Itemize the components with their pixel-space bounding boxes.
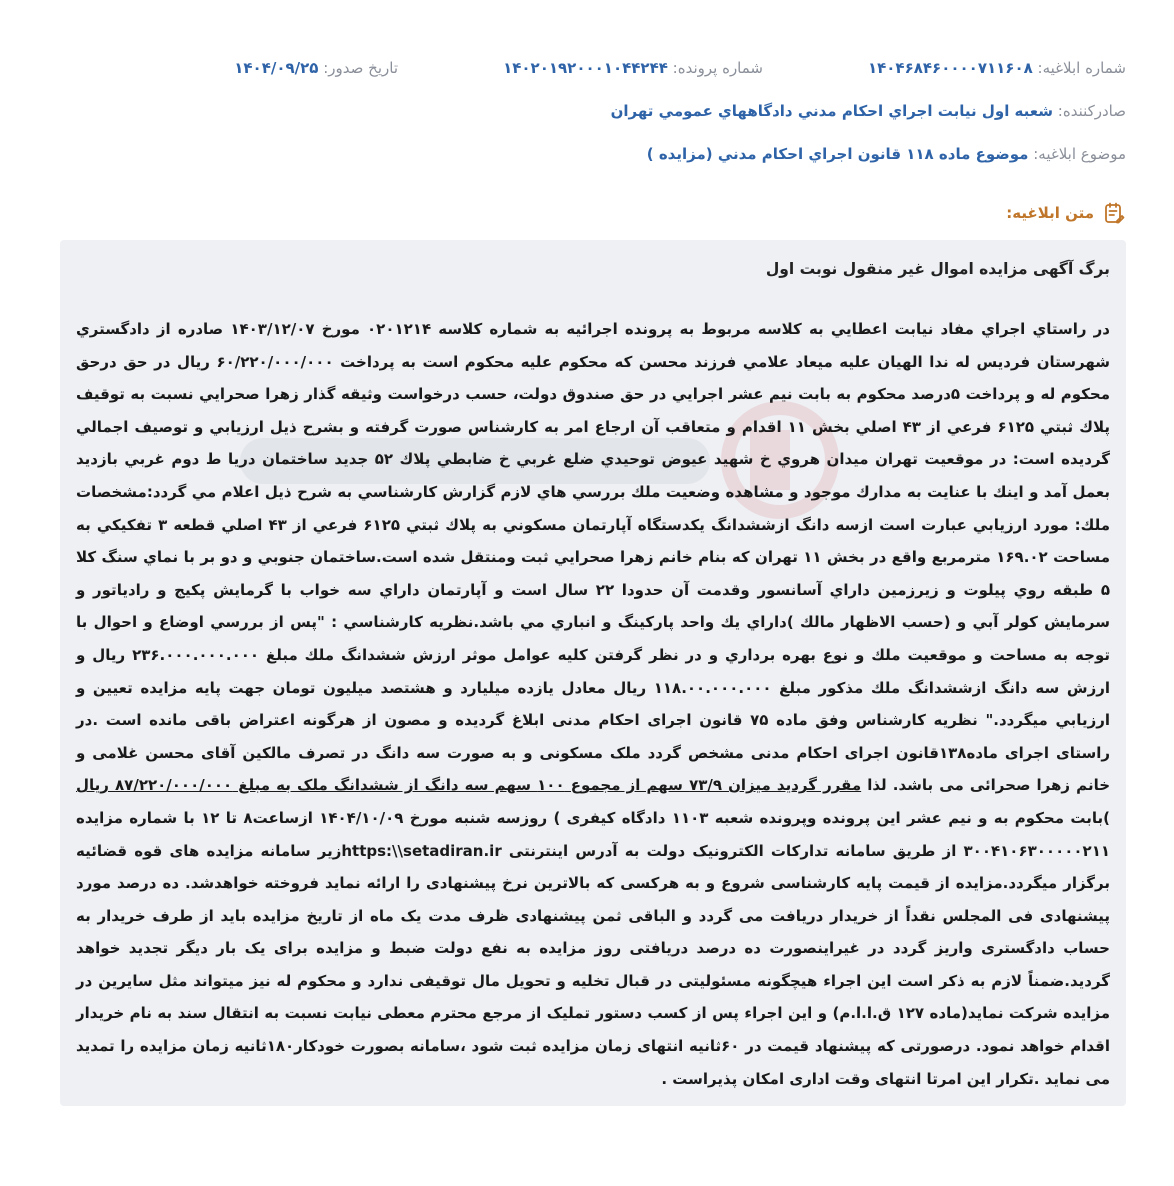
issuer-label: صادرکننده: xyxy=(1057,102,1126,120)
notice-body-underlined: مقرر گرديد ميزان ۷۳/۹ سهم از مجموع ۱۰۰ سهم سه دانگ از ششدانگ ملک به مبلغ ۸۷/۲۲۰/۰۰۰/۰۰۰ ريال xyxy=(76,776,862,795)
issuer-row xyxy=(60,99,1126,123)
notice-body-part-2: )بابت محکوم به و نيم عشر اين پرونده وپرونده شعبه ۱۱۰۳ دادگاه کيفری ) روزسه شنبه مورخ ۱۴۰۴/۱۰/۰۹ ازساعت۸ تا ۱۲ با شماره مزايده ۳۰۰۴۱۰۶۳۰۰۰۰۰۲۱۱ از طريق سامانه تدارکات الکترونيک دولت به آدرس اينترنتی https:\\setadiran.irزير سامانه مزايده های قوه قضائيه برگزار ميگردد.مزايده از قيمت پايه کارشناسی شروع و به هرکسی که بالاترين نرخ پيشنهادی را ارائه نمايد فروخته خواهدشد. ده درصد مورد پيشنهادی فی المجلس نقداً از خريدار دريافت می گردد و الباقی ثمن پيشنهادی ظرف مدت يک ماه از تاريخ مزايده بايد از طرف خريدار به حساب دادگستری واريز گردد در غيراينصورت ده درصد دريافتی روز مزايده به نفع دولت ضبط و مزايده برای يک بار ديگر تجديد خواهد گرديد.ضمناً لازم به ذکر است اين اجراء هيچگونه مسئوليتی در قبال تخليه و تحويل مال توقيفی ندارد و محکوم له نيز ميتواند مثل سايرين در مزايده شرکت نمايد(ماده ۱۲۷ ق.ا.ا.م) و اين اجراء پس از کسب دستور تمليک از مرجع محترم معطی نيابت نسبت به انتقال سند به نام خريدار اقدام خواهد نمود. درصورتی که پيشنهاد قيمت در ۶۰ثانيه انتهای زمان مزايده ثبت شود ،سامانه بصورت خودکار۱۸۰ثانيه زمان مزايده را تمديد می نمايد .تکرار اين امرتا انتهای وقت اداری امکان پذيراست . xyxy=(76,808,1110,1088)
issuer-value: شعبه اول نيابت اجراي احكام مدني دادگاههاي عمومي تهران xyxy=(610,102,1053,120)
notice-body-box xyxy=(60,240,1126,1106)
issue-date xyxy=(234,56,398,80)
notice-body-part-1: در راستاي اجراي مفاد نيابت اعطايي به كلاسه مربوط به پرونده اجرائيه به شماره كلاسه ۰۲۰۱۲۱۴ مورخ ۱۴۰۳/۱۲/۰۷ صادره از دادگستري شهرستان فرديس له ندا الهيان عليه ميعاد علامي فرزند محسن كه محكوم عليه محكوم است به پرداخت ۶۰/۲۲۰/۰۰۰/۰۰۰ ريال در حق درحق محكوم له و پرداخت ۵درصد محكوم به بابت نيم عشر اجرايي در حق صندوق دولت، حسب درخواست وثيقه گذار زهرا صحرايي نسبت به توقيف پلاك ثبتي ۶۱۲۵ فرعي از ۴۳ اصلي بخش ۱۱ اقدام و متعاقب آن ارجاع امر به كارشناس صورت گرفته و بشرح ذيل ارزيابي و توصيف اجمالي گرديده است: در موقعيت تهران ميدان هروي خ شهيد عيوض توحيدي ضلع غربي خ ضابطي پلاك ۵۲ جديد ساختمان دريا ط دوم غربي بازديد بعمل آمد و اينك با عنايت به مدارك موجود و مشاهده وضعيت ملك بررسي هاي لازم گزارش كارشناسي به شرح ذيل اعلام مي گردد:مشخصات ملك: مورد ارزيابي عبارت است ازسه دانگ ازششدانگ يكدستگاه آپارتمان مسكوني به پلاك ثبتي ۶۱۲۵ فرعي از ۴۳ اصلي قطعه ۳ تفكيكي به مساحت ۱۶۹.۰۲ مترمربع واقع در بخش ۱۱ تهران كه بنام خانم زهرا صحرايي ثبت ومنتقل شده است.ساختمان جنوبي و دو بر با نماي سنگ كلا ۵ طبقه روي پيلوت و زيرزمين داراي آسانسور وقدمت آن حدودا ۲۲ سال است و آپارتمان داراي سه خواب با گرمايش پكيج و رادياتور و سرمايش كولر آبي و (حسب الاظهار مالك )داراي يك واحد پاركينگ و انباري مي باشد.نظريه كارشناسي : "پس از بررسي اوضاع و احوال با توجه به مساحت و موقعيت ملك و نوع بهره برداري و در نظر گرفتن كليه عوامل موثر ارزش ششدانگ ملك مبلغ ۲۳۶.۰۰۰.۰۰۰.۰۰۰ ريال و ارزش سه دانگ ازششدانگ ملك مذكور مبلغ ۱۱۸.۰۰.۰۰۰.۰۰۰ ريال معادل يازده ميليارد و هشتصد ميليون تومان جهت پايه مزايده تعيين و ارزيابي ميگردد." نظريه كارشناس وفق ماده ۷۵ قانون اجرای احکام مدنی ابلاغ گرديده و مصون از هرگونه اعتراض باقی مانده است .در راستای اجرای ماده۱۳۸قانون اجرای احکام مدنی مشخص گردد ملک مسکونی و به صورت سه دانگ در تصرف مالکین آقای محسن غلامی و خانم زهرا صحرائی می باشد. لذا xyxy=(76,320,1111,795)
case-number-value: ۱۴۰۲۰۱۹۲۰۰۰۱۰۴۴۲۴۴ xyxy=(503,59,668,77)
case-number xyxy=(503,56,763,80)
notice-number-value: ۱۴۰۴۶۸۴۶۰۰۰۰۷۱۱۶۰۸ xyxy=(867,59,1033,77)
notice-number-label: شماره ابلاغیه: xyxy=(1037,59,1126,77)
issue-date-value: ۱۴۰۴/۰۹/۲۵ xyxy=(234,59,319,77)
case-number-label: شماره پرونده: xyxy=(672,59,763,77)
notice-text-section-title xyxy=(1006,201,1126,225)
subject-row xyxy=(60,142,1126,166)
notice-number xyxy=(868,56,1126,80)
notice-text-icon xyxy=(1102,201,1126,225)
notice-text-label: متن ابلاغیه: xyxy=(1006,204,1094,222)
subject-label: موضوع ابلاغیه: xyxy=(1033,145,1126,163)
issue-date-label: تاریخ صدور: xyxy=(323,59,398,77)
subject-value: موضوع ماده ۱۱۸ قانون اجراي احكام مدني (مزايده ) xyxy=(646,145,1029,163)
notice-heading: برگ آگهی مزايده اموال غير منقول نوبت اول xyxy=(765,260,1110,278)
notice-body-text xyxy=(76,313,1110,1095)
